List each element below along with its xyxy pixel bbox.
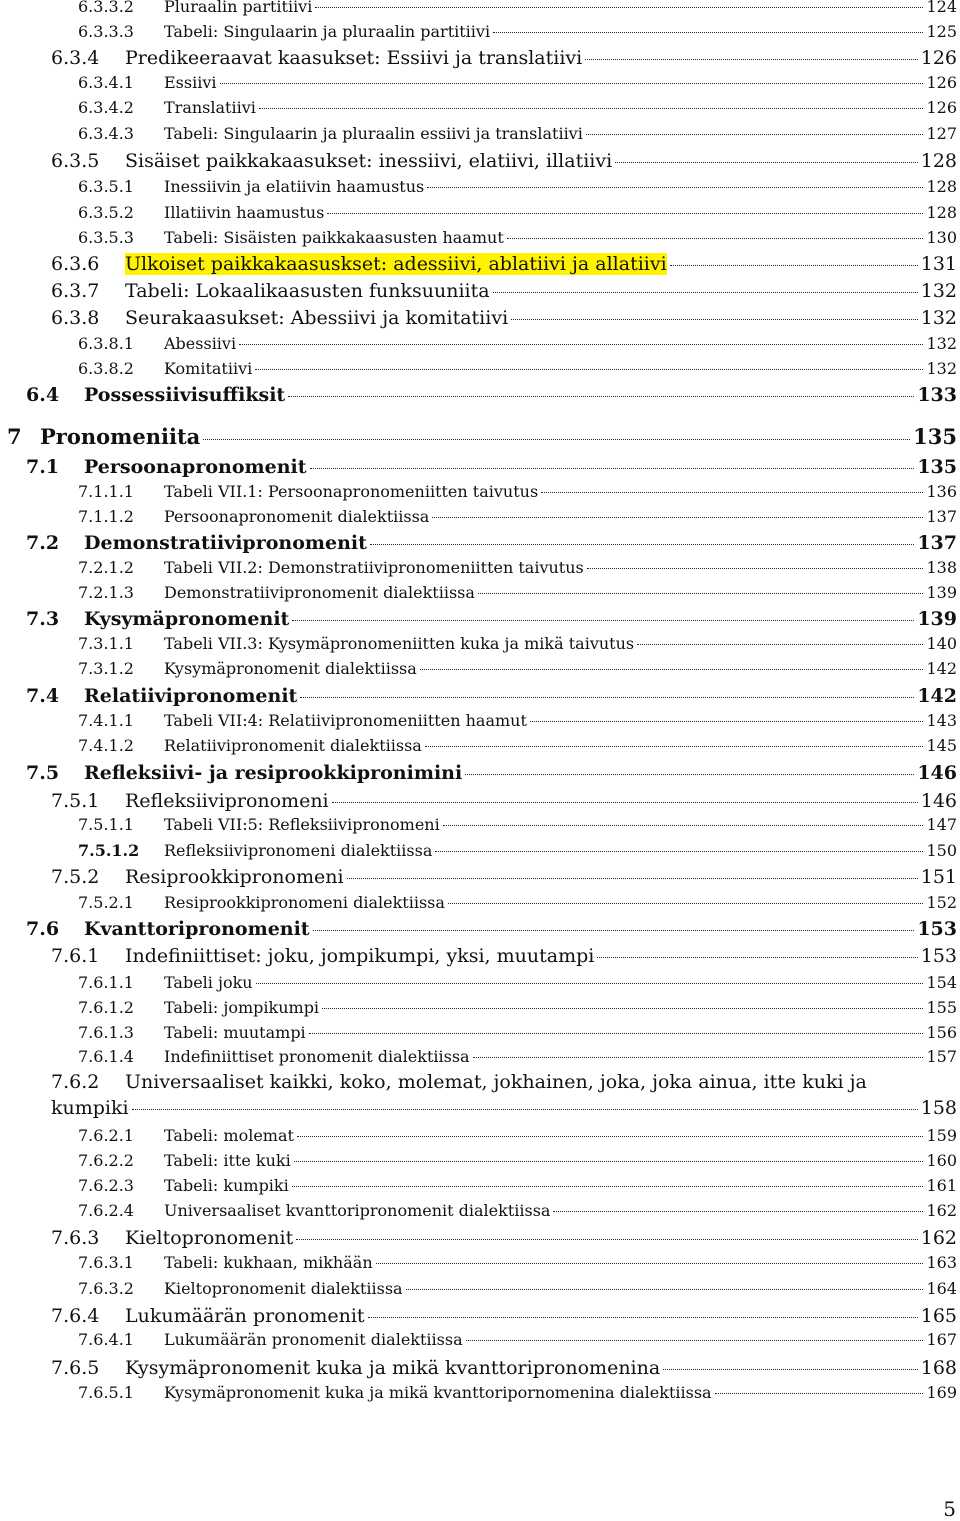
dot-leader [368, 1317, 918, 1318]
dot-leader [370, 544, 914, 545]
toc-entry-number: 6.3.8.2 [78, 359, 134, 378]
dot-leader [300, 697, 914, 698]
toc-entry-page: 162 [926, 1201, 957, 1220]
dot-leader [292, 1186, 924, 1187]
dot-leader [322, 1008, 923, 1009]
dot-leader [239, 344, 923, 345]
toc-entry-page: 150 [926, 841, 957, 860]
toc-entry-number: 7.6.1.3 [78, 1023, 134, 1042]
toc-entry-page: 130 [926, 228, 957, 247]
dot-leader [315, 7, 923, 8]
toc-entry-page: 126 [926, 73, 957, 92]
dot-leader [615, 162, 918, 163]
page-number: 5 [943, 1497, 956, 1521]
toc-entry-page: 137 [926, 507, 957, 526]
toc-entry-title: kumpiki [51, 1097, 129, 1119]
toc-entry-title: Pronomeniita [40, 424, 201, 449]
dot-leader [597, 957, 917, 958]
toc-entry-title: Universaaliset kaikki, koko, molemat, jokhainen, joka, joka ainua, itte kuki ja [125, 1071, 867, 1093]
toc-entry-title: Persoonapronomenit dialektiissa [164, 507, 430, 526]
toc-entry-title: Refleksiivi- ja resiprookkipronimini [84, 762, 463, 784]
dot-leader [425, 746, 924, 747]
toc-entry-page: 153 [920, 945, 957, 967]
toc-entry-title: Lukumäärän pronomenit dialektiissa [164, 1330, 463, 1349]
toc-entry-number: 7.5.1 [51, 790, 100, 812]
toc-entry-page: 126 [926, 98, 957, 117]
toc-entry-title: Tabeli: molemat [164, 1126, 294, 1145]
toc-entry-title: Tabeli: kukhaan, mikhään [164, 1253, 373, 1272]
dot-leader [448, 903, 924, 904]
dot-leader [347, 878, 918, 879]
toc-entry-page: 146 [917, 762, 957, 784]
toc-entry-number: 7.1.1.1 [78, 482, 134, 501]
toc-entry-title: Tabeli VII.3: Kysymäpronomeniitten kuka ja mikä taivutus [164, 634, 635, 653]
dot-leader [586, 134, 924, 135]
toc-entry-number: 7.1 [26, 456, 60, 478]
toc-entry-title: Sisäiset paikkakaasukset: inessiivi, elatiivi, illatiivi [125, 150, 613, 172]
toc-entry-title: Tabeli: kumpiki [164, 1176, 289, 1195]
dot-leader [332, 802, 918, 803]
toc-entry-number: 6.3.4.2 [78, 98, 134, 117]
toc-entry-title: Komitatiivi [164, 359, 253, 378]
toc-entry-page: 139 [926, 583, 957, 602]
dot-leader [587, 568, 924, 569]
toc-entry-page: 140 [926, 634, 957, 653]
toc-entry-page: 164 [926, 1279, 957, 1298]
dot-leader [466, 1340, 924, 1341]
dot-leader [297, 1136, 924, 1137]
toc-entry-page: 156 [926, 1023, 957, 1042]
toc-entry-page: 124 [926, 0, 957, 16]
toc-entry-page: 136 [926, 482, 957, 501]
toc-entry-number: 7.4 [26, 685, 60, 707]
toc-entry-number: 7.6.1.4 [78, 1047, 134, 1066]
toc-entry-title: Kysymäpronomenit dialektiissa [164, 659, 417, 678]
toc-entry-number: 7.1.1.2 [78, 507, 134, 526]
dot-leader [427, 187, 923, 188]
toc-entry-page: 131 [920, 253, 957, 275]
toc-entry-number: 7.6.2.2 [78, 1151, 134, 1170]
toc-entry-number: 6.3.8.1 [78, 334, 134, 353]
toc-entry-number: 7.6.1.1 [78, 973, 134, 992]
toc-entry-number: 7.5 [26, 762, 60, 784]
dot-leader [376, 1263, 924, 1264]
dot-leader [670, 265, 918, 266]
toc-entry-number: 6.3.3.2 [78, 0, 134, 16]
dot-leader [553, 1211, 923, 1212]
toc-entry-number: 6.3.5.2 [78, 203, 134, 222]
toc-entry-page: 126 [920, 47, 957, 69]
toc-entry-number: 7.4.1.1 [78, 711, 134, 730]
toc-entry-title: Predikeeraavat kaasukset: Essiivi ja translatiivi [125, 47, 583, 69]
dot-leader [310, 468, 915, 469]
dot-leader [406, 1289, 924, 1290]
dot-leader [637, 644, 923, 645]
toc-entry-title: Indefiniittiset pronomenit dialektiissa [164, 1047, 470, 1066]
toc-entry-page: 128 [926, 203, 957, 222]
toc-entry-page: 151 [920, 866, 957, 888]
toc-entry-title: Essiivi [164, 73, 217, 92]
toc-entry-number: 6.3.7 [51, 280, 100, 302]
dot-leader [443, 825, 924, 826]
dot-leader [288, 396, 914, 397]
toc-entry-number: 7.6.3.1 [78, 1253, 134, 1272]
dot-leader [493, 292, 918, 293]
toc-entry-number: 7.6.3 [51, 1227, 100, 1249]
toc-entry-page: 160 [926, 1151, 957, 1170]
toc-entry-title: Illatiivin haamustus [164, 203, 325, 222]
toc-entry-title: Kysymäpronomenit kuka ja mikä kvanttoripornomenina dialektiissa [164, 1383, 712, 1402]
toc-entry-number: 7.4.1.2 [78, 736, 134, 755]
toc-entry-title: Translatiivi [164, 98, 256, 117]
dot-leader [309, 1033, 924, 1034]
toc-entry-title: Resiprookkipronomeni dialektiissa [164, 893, 445, 912]
toc-entry-title: Kvanttoripronomenit [84, 918, 310, 940]
toc-entry-number: 7.5.1.1 [78, 815, 134, 834]
toc-entry-page: 168 [920, 1357, 957, 1379]
toc-entry-title: Inessiivin ja elatiivin haamustus [164, 177, 425, 196]
toc-entry-title: Universaaliset kvanttoripronomenit dialektiissa [164, 1201, 551, 1220]
toc-entry-title-highlighted: Ulkoiset paikkakaasuskset: adessiivi, ablatiivi ja allatiivi [125, 253, 667, 275]
toc-entry-title: Tabeli: Sisäisten paikkakaasusten haamut [164, 228, 504, 247]
toc-entry-number: 6.3.4.1 [78, 73, 134, 92]
dot-leader [420, 669, 924, 670]
toc-entry-title: Relatiivipronomenit [84, 685, 298, 707]
toc-entry-title: Tabeli: jompikumpi [164, 998, 320, 1017]
dot-leader [294, 1161, 924, 1162]
toc-entry-page: 132 [920, 307, 957, 329]
toc-entry-number: 7.5.1.2 [78, 841, 140, 860]
toc-entry-page: 127 [926, 124, 957, 143]
toc-entry-number: 7.6.5 [51, 1357, 100, 1379]
toc-entry-number: 7.2.1.3 [78, 583, 134, 602]
toc-entry-page: 132 [926, 334, 957, 353]
toc-entry-title: Tabeli: Singulaarin ja pluraalin partitiivi [164, 22, 491, 41]
toc-entry-page: 158 [920, 1097, 957, 1119]
toc-entry-title: Relatiivipronomenit dialektiissa [164, 736, 422, 755]
toc-entry-title: Kieltopronomenit dialektiissa [164, 1279, 403, 1298]
toc-entry-page: 155 [926, 998, 957, 1017]
dot-leader [715, 1393, 924, 1394]
toc-entry-page: 161 [926, 1176, 957, 1195]
dot-leader [507, 238, 924, 239]
toc-entry-title: Pluraalin partitiivi [164, 0, 313, 16]
dot-leader [478, 593, 924, 594]
toc-entry-number: 6.3.4.3 [78, 124, 134, 143]
toc-entry-title: Kieltopronomenit [125, 1227, 294, 1249]
toc-entry-page: 153 [917, 918, 957, 940]
toc-entry-page: 133 [917, 384, 957, 406]
toc-entry-number: 7.6.1.2 [78, 998, 134, 1017]
toc-entry-page: 165 [920, 1305, 957, 1327]
toc-entry-title: Demonstratiivipronomenit [84, 532, 367, 554]
toc-entry-title: Lukumäärän pronomenit [125, 1305, 365, 1327]
toc-entry-number: 7.6 [26, 918, 60, 940]
toc-entry-title: Indefiniittiset: joku, jompikumpi, yksi, muutampi [125, 945, 595, 967]
toc-entry-number: 7.6.4 [51, 1305, 100, 1327]
toc-entry-title: Kysymäpronomenit kuka ja mikä kvanttoripronomenina [125, 1357, 661, 1379]
toc-entry-number: 7.6.4.1 [78, 1330, 134, 1349]
toc-entry-page: 128 [920, 150, 957, 172]
toc-entry-page: 163 [926, 1253, 957, 1272]
toc-entry-page: 146 [920, 790, 957, 812]
toc-entry-number: 7.6.2.3 [78, 1176, 134, 1195]
toc-entry-page: 137 [917, 532, 957, 554]
toc-entry-number: 7.6.5.1 [78, 1383, 134, 1402]
dot-leader [259, 108, 924, 109]
toc-entry-title: Refleksiivipronomeni dialektiissa [164, 841, 433, 860]
toc-entry-title: Refleksiivipronomeni [125, 790, 329, 812]
toc-entry-page: 154 [926, 973, 957, 992]
toc-entry-title: Seurakaasukset: Abessiivi ja komitatiivi [125, 307, 509, 329]
toc-entry-page: 128 [926, 177, 957, 196]
dot-leader [541, 492, 923, 493]
dot-leader [432, 517, 923, 518]
toc-entry-page: 167 [926, 1330, 957, 1349]
toc-entry-number: 6.3.4 [51, 47, 100, 69]
toc-entry-title: Tabeli: Singulaarin ja pluraalin essiivi ja translatiivi [164, 124, 583, 143]
toc-entry-page: 132 [926, 359, 957, 378]
toc-entry-number: 6.3.5.1 [78, 177, 134, 196]
toc-entry-page: 169 [926, 1383, 957, 1402]
dot-leader [493, 32, 923, 33]
toc-entry-page: 145 [926, 736, 957, 755]
toc-entry-title: Tabeli VII.2: Demonstratiivipronomeniitten taivutus [164, 558, 584, 577]
dot-leader [663, 1369, 918, 1370]
dot-leader [256, 983, 924, 984]
toc-entry-page: 138 [926, 558, 957, 577]
toc-entry-number: 7.6.2.4 [78, 1201, 134, 1220]
toc-entry-number: 7.2.1.2 [78, 558, 134, 577]
toc-entry-number: 6.3.5.3 [78, 228, 134, 247]
dot-leader [220, 83, 924, 84]
toc-entry-number: 7.2 [26, 532, 60, 554]
toc-entry-page: 139 [917, 608, 957, 630]
dot-leader [465, 774, 914, 775]
toc-entry-page: 125 [926, 22, 957, 41]
toc-entry-title: Persoonapronomenit [84, 456, 307, 478]
dot-leader [203, 439, 910, 440]
toc-entry-title: Tabeli: muutampi [164, 1023, 306, 1042]
dot-leader [530, 721, 924, 722]
toc-entry-number: 6.3.5 [51, 150, 100, 172]
toc-entry-title: Tabeli VII.1: Persoonapronomeniitten taivutus [164, 482, 539, 501]
dot-leader [296, 1239, 917, 1240]
toc-entry-number: 7.3.1.1 [78, 634, 134, 653]
toc-entry-page: 162 [920, 1227, 957, 1249]
toc-entry-page: 142 [917, 685, 957, 707]
toc-entry-title: Tabeli VII:4: Relatiivipronomeniitten haamut [164, 711, 527, 730]
dot-leader [585, 59, 918, 60]
toc-entry-title: Resiprookkipronomeni [125, 866, 344, 888]
dot-leader [511, 319, 918, 320]
dot-leader [435, 851, 923, 852]
toc-entry-title: Possessiivisuffiksit [84, 384, 286, 406]
dot-leader [255, 369, 923, 370]
toc-entry-page: 159 [926, 1126, 957, 1145]
toc-entry-number: 6.3.6 [51, 253, 100, 275]
toc-entry-title: Tabeli VII:5: Refleksiivipronomeni [164, 815, 440, 834]
toc-entry-number: 7.6.2.1 [78, 1126, 134, 1145]
toc-entry-page: 143 [926, 711, 957, 730]
toc-entry-page: 142 [926, 659, 957, 678]
toc-entry-page: 132 [920, 280, 957, 302]
toc-entry-number: 6.3.8 [51, 307, 100, 329]
toc-entry-number: 7.3 [26, 608, 60, 630]
toc-entry-page: 135 [913, 424, 957, 449]
toc-entry-number: 7.3.1.2 [78, 659, 134, 678]
toc-entry-number: 7.5.2 [51, 866, 100, 888]
toc-entry-number: 6.4 [26, 384, 60, 406]
toc-entry-title: Tabeli joku [164, 973, 253, 992]
dot-leader [132, 1109, 918, 1110]
toc-entry-number: 7.6.1 [51, 945, 100, 967]
toc-entry-number: 7.5.2.1 [78, 893, 134, 912]
toc-entry-page: 157 [926, 1047, 957, 1066]
toc-entry-page: 152 [926, 893, 957, 912]
dot-leader [327, 213, 923, 214]
toc-entry-title: Tabeli: itte kuki [164, 1151, 291, 1170]
toc-entry-number: 7.6.3.2 [78, 1279, 134, 1298]
toc-entry-number: 7 [7, 424, 22, 449]
toc-entry-number: 7.6.2 [51, 1071, 100, 1093]
toc-entry-title: Abessiivi [164, 334, 237, 353]
toc-entry-title: Kysymäpronomenit [84, 608, 290, 630]
dot-leader [473, 1057, 924, 1058]
toc-entry-title: Tabeli: Lokaalikaasusten funksuuniita [125, 280, 490, 302]
dot-leader [292, 620, 914, 621]
toc-entry-page: 135 [917, 456, 957, 478]
toc-entry-page: 147 [926, 815, 957, 834]
toc-entry-number: 6.3.3.3 [78, 22, 134, 41]
toc-entry-title: Demonstratiivipronomenit dialektiissa [164, 583, 475, 602]
dot-leader [313, 930, 915, 931]
